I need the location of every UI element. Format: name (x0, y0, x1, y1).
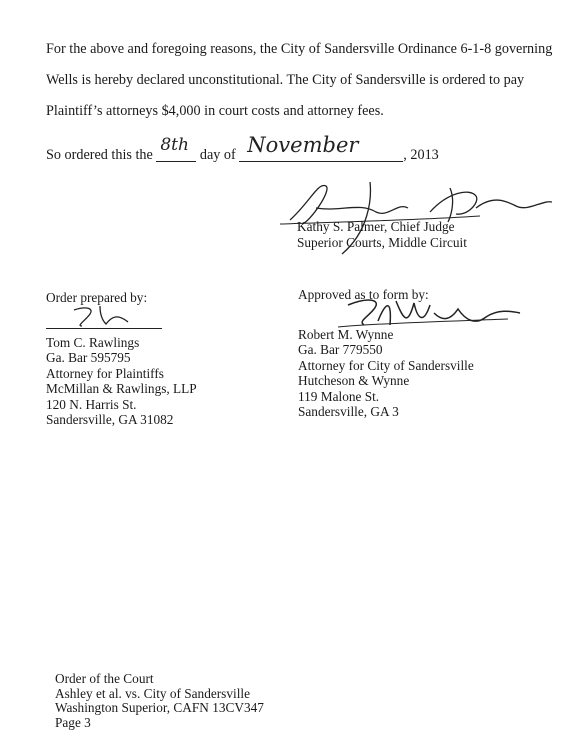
judge-block (297, 219, 467, 250)
prepared-by-signature-line (46, 328, 162, 329)
prepared-by-line: McMillan & Rawlings, LLP (46, 381, 197, 396)
prepared-by-line: 120 N. Harris St. (46, 396, 137, 412)
approved-by-line: Hutcheson & Wynne (298, 373, 410, 388)
footer-line: Ashley et al. vs. City of Sandersville (55, 685, 250, 701)
prepared-by-line: Sandersville, GA 31082 (46, 412, 174, 427)
prepared-by-block (46, 290, 197, 428)
order-date-line (46, 133, 439, 164)
approved-by-signature-area (298, 303, 474, 327)
approved-by-line: Sandersville, GA 3 (298, 404, 399, 419)
approved-by-block (298, 287, 474, 420)
footer-page-number: Page 3 (55, 714, 91, 730)
prepared-by-line: Ga. Bar 595795 (46, 350, 131, 365)
approved-by-line: Ga. Bar 779550 (298, 342, 383, 357)
day-blank (156, 135, 196, 162)
approved-by-line: 119 Malone St. (298, 388, 380, 404)
judge-name: Kathy S. Palmer, Chief Judge (297, 219, 455, 234)
paragraph-line: Wells is hereby declared unconstitutional. The City of Sandersville is ordered to pay (46, 72, 525, 88)
prepared-by-signature-area (46, 306, 197, 328)
order-date-prefix: So ordered this the (46, 147, 153, 163)
handwritten-day: 8th (160, 135, 189, 155)
approved-by-line: Attorney for City of Sandersville (298, 357, 474, 373)
prepared-by-signature (72, 304, 132, 328)
approved-by-signature (338, 291, 528, 335)
footer-line: Washington Superior, CAFN 13CV347 (55, 700, 264, 716)
approved-by-line: Robert M. Wynne (298, 326, 394, 342)
paragraph-line: For the above and foregoing reasons, the City of Sandersville Ordinance 6-1-8 governing (46, 41, 553, 57)
prepared-by-line: Attorney for Plaintiffs (46, 365, 164, 381)
order-paragraph (46, 34, 553, 127)
order-date-middle: day of (199, 147, 236, 163)
judge-court: Superior Courts, Middle Circuit (297, 234, 467, 250)
order-date-year: , 2013 (403, 147, 439, 163)
paragraph-line: Plaintiff’s attorneys $4,000 in court costs and attorney fees. (46, 103, 384, 119)
month-blank (239, 133, 403, 162)
document-footer (55, 672, 264, 730)
handwritten-month: November (247, 133, 359, 157)
prepared-by-heading: Order prepared by: (46, 290, 148, 305)
approved-by-heading: Approved as to form by: (298, 287, 429, 302)
prepared-by-line: Tom C. Rawlings (46, 334, 140, 350)
footer-line: Order of the Court (55, 671, 154, 686)
